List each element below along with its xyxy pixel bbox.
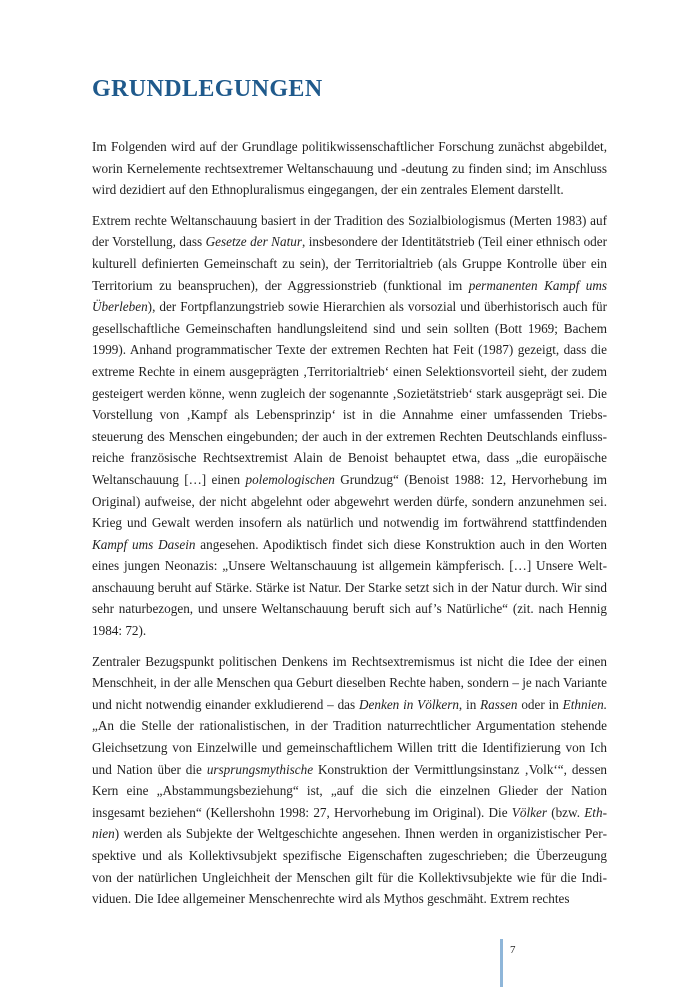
text-run: Grundzug“ (Benoist 1988: 12, Hervorhebung im Original) aufweise, der nicht abgelehnt oder abgewehrt werden dürfe, sondern anzunehmen sei. Krieg und Gewalt werden insofern als natürlich und notwendig im fortwährend stattfindenden: [92, 471, 607, 531]
italic-text: polemologischen: [245, 471, 335, 487]
text-run: ), der Fortpflanzungstrieb sowie Hierarchien als vorsozial und überhistorisch auch für gesellschaftliche Gemeinschaften handlungsleitend sind und sein sollten (Bott 1969; Bachem 1999). Anhand programmatischer Texte der extremen Rechten hat Feit (1987) gezeigt, dass die extreme Rechte in einem ausgeprägten ‚Territorialtrieb‘ einen Selektionsvorteil sieht, der zudem gesteigert werden könne, wenn zugleich der sogenannte ‚Sozietätstrieb‘ stark ausgeprägt sei. Die Vorstellung von ‚Kampf als Lebensprinzip‘ ist in die Annahme einer umfassenden Triebssteuerung des Menschen eingebunden; der auch in der extremen Rechten Deutschlands einflussreiche französische Rechtsextremist Alain de Benoist behauptet etwa, dass „die europäische Weltanschauung […] einen: [92, 299, 607, 487]
text-run: „An die Stelle der rationalistischen, in der Tradition naturrechtlicher Argumentation stehende Gleichsetzung von Einzelwille und gemeinschaftlichem Willen tritt die Identifizierung von Ich und Nation über die: [92, 718, 607, 777]
paragraph: [92, 210, 607, 642]
italic-text: Ethnien: [92, 804, 607, 842]
page-number: 7: [510, 944, 516, 956]
text-run: Extrem rechte Weltanschauung basiert in der Tradition des Sozialbiologismus (Merten 1983) auf der Vorstellung, dass: [92, 212, 607, 250]
paragraph: [92, 136, 607, 201]
body-text: [92, 136, 607, 919]
paragraph: [92, 651, 607, 910]
italic-text: Kampf ums Dasein: [92, 536, 196, 552]
page-number-bar: [500, 939, 503, 987]
text-run: Im Folgenden wird auf der Grundlage politikwissenschaftlicher Forschung zunächst abgebildet, worin Kernelemente rechtsextremer Weltanschauung und -deutung zu finden sind; im Anschluss wird dezidiert auf den Ethnopluralismus eingegangen, der ein zentrales Element darstellt.: [92, 139, 607, 198]
italic-text: ursprungsmythische: [206, 761, 314, 777]
text-run: Konstruktion der Vermittlungsinstanz ‚Volk‘“, dessen Kern eine „Abstammungsbeziehung“ ist, „auf die sich die einzelnen Glieder der Nation insgesamt beziehen“ (Kellershohn 1998: 27, Hervorhebung im Original). Die: [92, 761, 608, 820]
italic-text: Gesetze der Natur: [205, 234, 302, 250]
text-run: , insbesondere der Identitätstrieb (Teil einer ethnisch oder kulturell definierten Gemeinschaft zu sein), der Territorialtrieb (als Gruppe Kontrolle über ein Territorium zu beanspruchen), der Aggressionstrieb (funktional im: [92, 234, 607, 293]
italic-text: permanenten Kampf ums Überleben: [92, 277, 607, 315]
text-run: , in: [458, 696, 481, 712]
italic-text: Rassen: [480, 696, 518, 712]
text-run: ) werden als Subjekte der Weltgeschichte angesehen. Ihnen werden in organizistischer Perspektive und als Kollektivsubjekt spezifische Eigenschaften zugeschrieben; die Überzeugung von der natürlichen Ungleichheit der Menschen gilt für die Kollektivsubjekte wie für die Individuen. Die Idee allgemeiner Menschenrechte wird als Mythos geschmäht. Extrem rechtes: [92, 826, 607, 907]
text-run: (bzw.: [546, 804, 585, 820]
italic-text: Denken in Völkern: [359, 696, 459, 712]
italic-text: Völker: [511, 804, 547, 820]
chapter-heading: GRUNDLEGUNGEN: [92, 76, 323, 102]
text-run: oder in: [517, 696, 563, 712]
text-run: Zentraler Bezugspunkt politischen Denkens im Rechtsextremismus ist nicht die Idee der einen Menschheit, in der alle Menschen qua Geburt dieselben Rechte haben, sondern – je nach Variante und nicht notwendig einander exkludierend – das: [92, 653, 607, 712]
italic-text: Ethnien.: [562, 696, 607, 712]
text-run: angesehen. Apodiktisch findet sich diese Konstruktion auch in den Worten eines jungen Neonazis: „Unsere Weltanschauung ist allgemein kämpferisch. […] Unsere Weltanschauung beruht auf Stärke. Stärke ist Natur. Der Starke setzt sich in der Natur durch. Wir sind sehr naturbezogen, und unsere Weltanschauung beruft sich auf’s Natürliche“ (zit. nach Hennig 1984: 72).: [92, 536, 607, 639]
